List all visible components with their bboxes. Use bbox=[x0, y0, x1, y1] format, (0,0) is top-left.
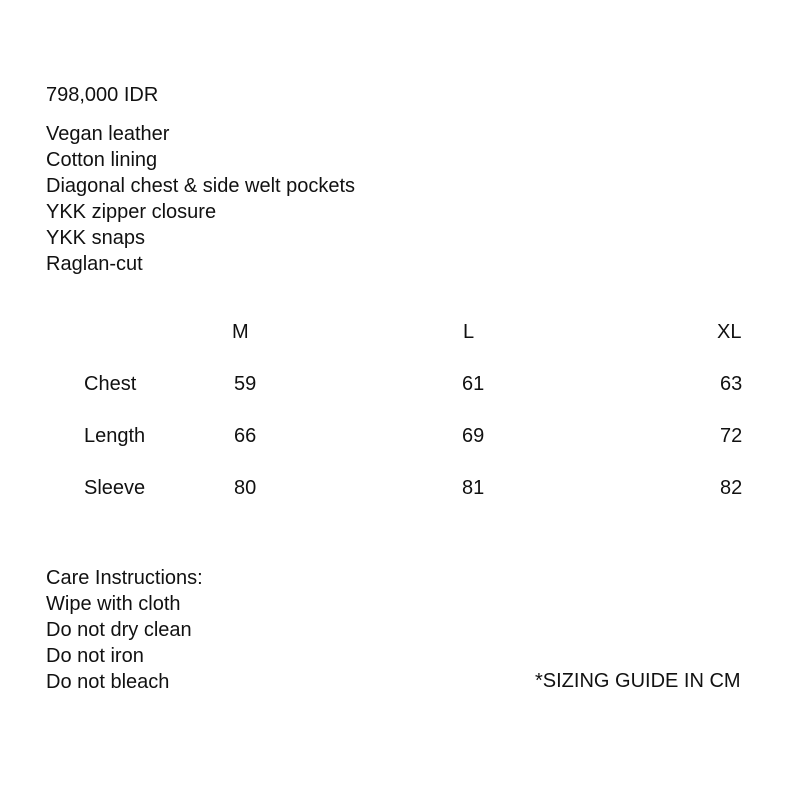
size-header-xl: XL bbox=[717, 321, 742, 343]
feature-item: YKK snaps bbox=[46, 227, 145, 249]
care-instructions bbox=[46, 565, 203, 695]
feature-item: Diagonal chest & side welt pockets bbox=[46, 175, 356, 197]
size-value: 63 bbox=[720, 373, 743, 395]
size-header-m: M bbox=[232, 321, 249, 343]
care-item: Do not iron bbox=[46, 645, 144, 667]
price: 798,000 IDR bbox=[46, 84, 159, 106]
care-item: Do not dry clean bbox=[46, 619, 192, 641]
feature-item: Vegan leather bbox=[46, 123, 170, 145]
size-value: 66 bbox=[234, 425, 257, 447]
care-item: Wipe with cloth bbox=[46, 593, 181, 615]
care-item: Do not bleach bbox=[46, 671, 170, 693]
size-value: 61 bbox=[462, 373, 485, 395]
row-label-length: Length bbox=[84, 425, 146, 447]
feature-item: Cotton lining bbox=[46, 149, 158, 171]
size-value: 72 bbox=[720, 425, 743, 447]
care-title: Care Instructions: bbox=[46, 567, 203, 589]
feature-item: Raglan-cut bbox=[46, 253, 143, 275]
size-value: 59 bbox=[234, 373, 257, 395]
row-label-chest: Chest bbox=[84, 373, 137, 395]
size-value: 82 bbox=[720, 477, 743, 499]
size-value: 69 bbox=[462, 425, 485, 447]
sizing-note: *SIZING GUIDE IN CM bbox=[535, 670, 741, 692]
size-header-l: L bbox=[463, 321, 475, 343]
row-label-sleeve: Sleeve bbox=[84, 477, 146, 499]
feature-item: YKK zipper closure bbox=[46, 201, 217, 223]
size-value: 80 bbox=[234, 477, 257, 499]
size-value: 81 bbox=[462, 477, 485, 499]
